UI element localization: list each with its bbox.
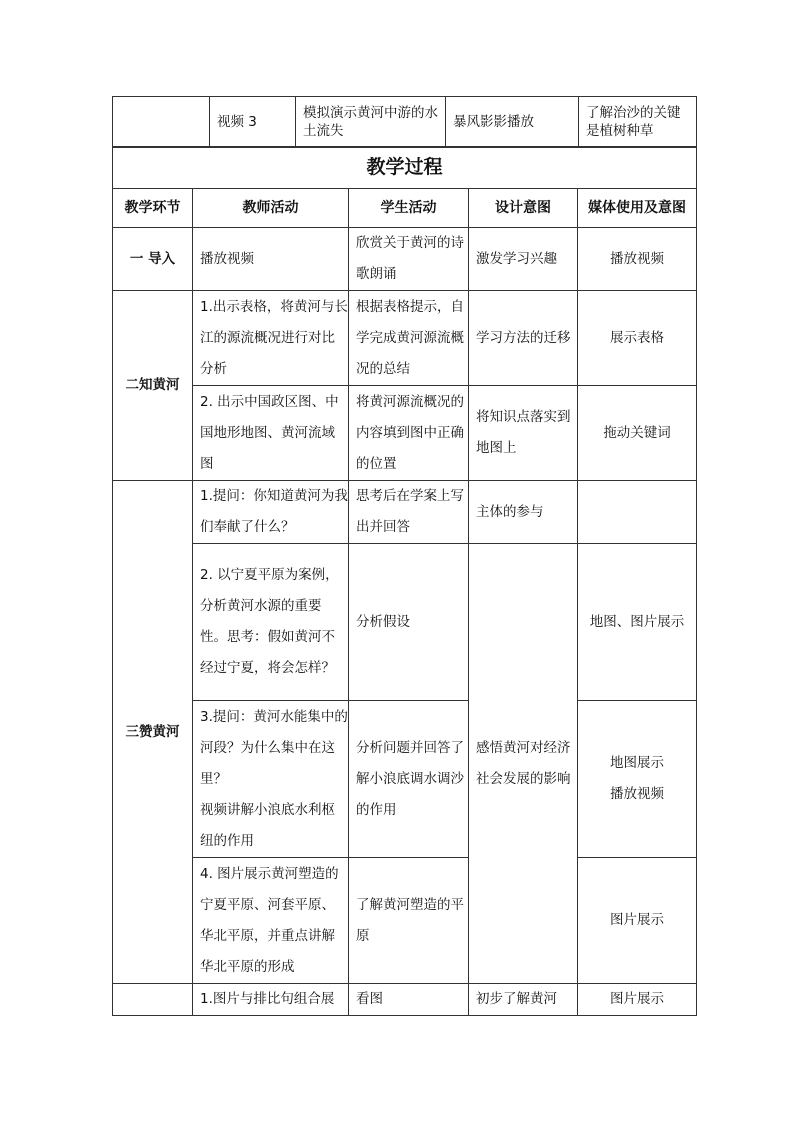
cell-empty — [113, 97, 210, 148]
cell-video-purpose: 了解治沙的关键是植树种草 — [579, 97, 697, 148]
teaching-process-table — [112, 146, 697, 1016]
design-intent: 将知识点落实到地图上 — [469, 386, 578, 481]
table-row — [113, 228, 697, 291]
table-row — [113, 544, 697, 701]
table-row — [113, 481, 697, 544]
stage-intro: 一 导入 — [113, 228, 193, 291]
header-stage: 教学环节 — [113, 189, 193, 228]
media-use — [578, 701, 697, 858]
media-use: 展示表格 — [578, 291, 697, 386]
media-use: 播放视频 — [578, 228, 697, 291]
student-activity: 根据表格提示，自学完成黄河源流概况的总结 — [349, 291, 469, 386]
teacher-activity: 2. 以宁夏平原为案例，分析黄河水源的重要性。思考：假如黄河不经过宁夏，将会怎样？ — [193, 544, 349, 701]
table-row — [113, 984, 697, 1016]
media-map: 地图展示 — [610, 755, 665, 771]
teacher-activity: 2. 出示中国政区图、中国地形地图、黄河流域图 — [193, 386, 349, 481]
media-video: 播放视频 — [610, 786, 665, 802]
top-table — [112, 96, 697, 148]
header-media: 媒体使用及意图 — [578, 189, 697, 228]
teacher-activity-question: 3.提问：黄河水能集中的河段？为什么集中在这里？ — [200, 708, 348, 787]
cell-video-desc: 模拟演示黄河中游的水土流失 — [296, 97, 446, 148]
table-row — [113, 701, 697, 858]
student-activity: 分析假设 — [349, 544, 469, 701]
student-activity: 将黄河源流概况的内容填到图中正确的位置 — [349, 386, 469, 481]
teacher-activity — [193, 701, 349, 858]
teacher-activity: 4. 图片展示黄河塑造的宁夏平原、河套平原、华北平原，并重点讲解华北平原的形成 — [193, 858, 349, 984]
stage-praise-river: 三赞黄河 — [113, 481, 193, 984]
media-use — [578, 481, 697, 544]
table-row — [113, 386, 697, 481]
table-row — [113, 291, 697, 386]
header-teacher: 教师活动 — [193, 189, 349, 228]
section-title: 教学过程 — [113, 147, 697, 189]
table-row — [113, 858, 697, 984]
design-intent-merged: 感悟黄河对经济社会发展的影响 — [469, 544, 578, 984]
stage-know-river: 二知黄河 — [113, 291, 193, 481]
design-intent: 学习方法的迁移 — [469, 291, 578, 386]
header-intent: 设计意图 — [469, 189, 578, 228]
teacher-activity-video: 视频讲解小浪底水利枢纽的作用 — [200, 801, 335, 849]
media-use: 图片展示 — [578, 984, 697, 1016]
media-use: 拖动关键词 — [578, 386, 697, 481]
cell-video-player: 暴风影影播放 — [446, 97, 579, 148]
student-activity: 看图 — [349, 984, 469, 1016]
student-activity: 欣赏关于黄河的诗歌朗诵 — [349, 228, 469, 291]
cell-video-label: 视频 3 — [210, 97, 296, 148]
table-header-row — [113, 189, 697, 228]
student-activity: 了解黄河塑造的平原 — [349, 858, 469, 984]
student-activity: 分析问题并回答了解小浪底调水调沙的作用 — [349, 701, 469, 858]
media-use: 地图、图片展示 — [578, 544, 697, 701]
stage-next — [113, 984, 193, 1016]
design-intent: 主体的参与 — [469, 481, 578, 544]
teacher-activity: 1.图片与排比句组合展 — [193, 984, 349, 1016]
media-use: 图片展示 — [578, 858, 697, 984]
header-student: 学生活动 — [349, 189, 469, 228]
teacher-activity: 1.出示表格，将黄河与长江的源流概况进行对比分析 — [193, 291, 349, 386]
teacher-activity: 播放视频 — [193, 228, 349, 291]
student-activity: 思考后在学案上写出并回答 — [349, 481, 469, 544]
design-intent: 激发学习兴趣 — [469, 228, 578, 291]
teacher-activity: 1.提问：你知道黄河为我们奉献了什么？ — [193, 481, 349, 544]
table-row — [113, 97, 697, 148]
design-intent: 初步了解黄河 — [469, 984, 578, 1016]
